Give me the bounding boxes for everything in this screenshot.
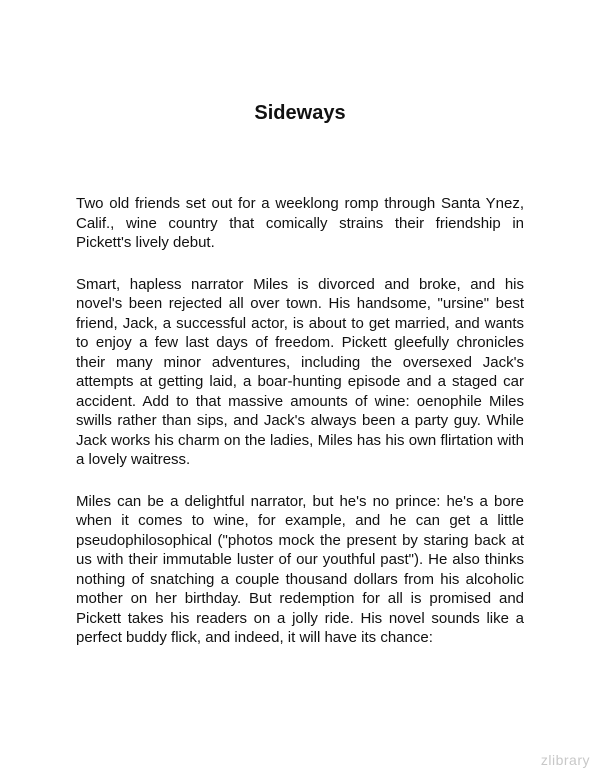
paragraph-1: Two old friends set out for a weeklong romp through Santa Ynez, Calif., wine country that comically strains their friendship in Pickett's lively debut. [76, 195, 524, 251]
document-body [76, 194, 524, 670]
paragraph-3: Miles can be a delightful narrator, but he's no prince: he's a bore when it comes to wine, for example, and he can get a little pseudophilosophical ("photos mock the present by staring back at us with their immutable luster of our youthful past"). He also thinks nothing of snatching a couple thousand dollars from his alcoholic mother on her birthday. But redemption for all is promised and Pickett takes his readers on a jolly ride. His novel sounds like a perfect buddy flick, and indeed, it will have its chance: [76, 492, 524, 646]
page-title: Sideways [254, 102, 346, 124]
paragraph-2: Smart, hapless narrator Miles is divorced and broke, and his novel's been rejected all over town. His handsome, "ursine" best friend, Jack, a successful actor, is about to get married, and wants to enjoy a few last days of freedom. Pickett gleefully chronicles their many minor adventures, including the oversexed Jack's attempts at getting laid, a boar-hunting episode and a staged car accident. Add to that massive amounts of wine: oenophile Miles swills rather than sips, and Jack's always been a party guy. While Jack works his charm on the ladies, Miles has his own flirtation with a lovely waitress. [76, 275, 524, 468]
zlibrary-watermark: zlibrary [540, 752, 590, 768]
